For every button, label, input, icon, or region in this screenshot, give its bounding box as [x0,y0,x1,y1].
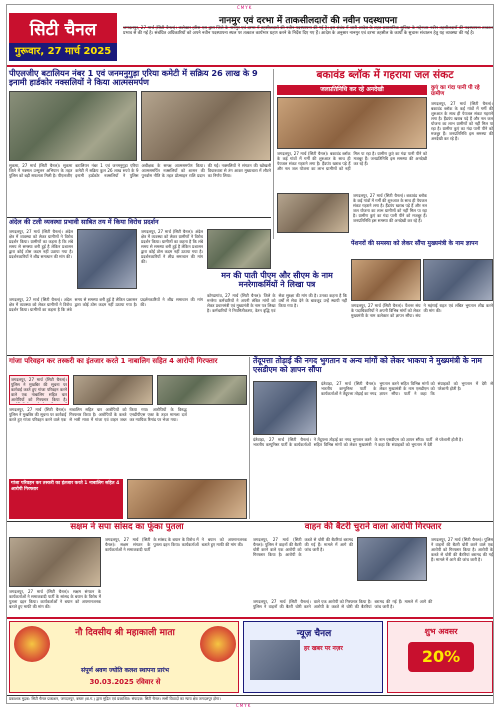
masthead [7,11,494,63]
story3-body-3: जगदलपुर, 27 मार्च (सिटी चैनल)। अंदेल क्षेत्र में व्यवस्था को लेकर ग्रामीणों ने विरोध प्रदर्शन किया। ग्रामीणों का कहना है कि लंबे समय से समस्या बनी हुई है लेकिन प्रशासन द्वारा कोई ठोस कदम नहीं उठाया गया है। प्रदर्शनकारियों ने शीघ्र समाधान की मांग की। [9,297,203,312]
ad-offer [387,621,493,693]
story5-photo-2 [423,259,493,301]
story1-body: सुकमा, 27 मार्च (सिटी चैनल)। सुकमा जिले में नक्सल उन्मूलन अभियान के तहत पुलिस को बड़ी सफलता मिली है। पीएलजीए बटालियन नंबर 1 एवं जनमनुगुड़ा एरिया कमेटी में सक्रिय कुल 26 लाख रुपये के 9 इनामी हार्डकोर नक्सलियों ने पुलिस अधीक्षक के समक्ष आत्मसमर्पण किया। आत्मसमर्पित नक्सलियों को शासन की पुनर्वास नीति के तहत प्रोत्साहन राशि प्रदान की गई। नक्सलियों ने संगठन की खोखली विचारधारा से तंग आकर मुख्यधारा में लौटने का निर्णय लिया। [9,163,271,178]
story1-photo-1 [9,91,137,161]
ad-news-sub: हर खबर पर नज़र [304,645,343,652]
story6-photo-3 [127,479,247,519]
story2-subhead: जलप्रतिनिधि कर रहे अनदेखी [277,85,427,95]
ad-mahakali [9,621,239,693]
story4-body: कोण्डागांव, 27 मार्च (सिटी चैनल)। जिले के मनरेगा कर्मचारियों ने अपनी लंबित मांगों को लेकर प्रधानमंत्री एवं मुख्यमंत्री के नाम पत्र लिखा है। कर्मचारियों ने नियमितीकरण, वेतन वृद्धि एवं सेवा सुरक्षा की मांग की है। उनका कहना है कि वर्षों से सेवा देने के बावजूद उन्हें स्थायी नहीं किया गया है। [207,293,347,313]
story6-photo [73,375,153,405]
issue-date: गुरूवार, 27 मार्च 2025 [9,43,117,61]
ad-news-channel [243,621,383,693]
story2-side-headline: कुएं का गंदा पानी पी रहे ग्रामीण [431,85,480,98]
story6-headline: गांजा परिवहन कर तस्करी का इंतजार करते 1 नाबालिग सहित 4 आरोपी गिरफ्तार [9,357,218,365]
story3-body: जगदलपुर, 27 मार्च (सिटी चैनल)। अंदेल क्षेत्र में व्यवस्था को लेकर ग्रामीणों ने विरोध प्रदर्शन किया। ग्रामीणों का कहना है कि लंबे समय से समस्या बनी हुई है लेकिन प्रशासन द्वारा कोई ठोस कदम नहीं उठाया गया है। प्रदर्शनकारियों ने शीघ्र समाधान की मांग की। [9,229,73,259]
story9-photo [357,537,427,581]
story9-body-3: जगदलपुर, 27 मार्च (सिटी चैनल)। पुलिस ने वाहनों की बैटरी चोरी करने वाले एक आरोपी को गिरफ्तार किया है। आरोपी के कब्जे से चोरी की बैटरियां बरामद की गई हैं। मामले में आगे की जांच जारी है। [253,599,433,609]
story8-body: जगदलपुर, 27 मार्च (सिटी चैनल)। सक्षम संगठन के कार्यकर्ताओं ने समाजवादी पार्टी के सांसद के बयान के विरोध में पुतला दहन किया। कार्यकर्ताओं ने बयान को अपमानजनक बताते हुए माफी की मांग की। [105,537,247,552]
ad-mahakali-date: 30.03.2025 रविवार से [89,678,161,686]
story2-headline: बकावंड ब्लॉक में गहराया जल संकट [316,69,454,81]
masthead-body: जगदलपुर, 27 मार्च (सिटी चैनल)। कलेक्टर हरिस एस द्वारा जिले के नानमुर एवं दरभा में तहसीलदारों की नवीन पदस्थापना की गई है। इस संबंध में जारी आदेश के तहत प्रशासनिक सुविधा के मद्देनजर नवीन तहसीलदारों की पदस्थापना तत्काल प्रभाव से की गई है। संबंधित अधिकारियों को अपने नवीन पदस्थापना स्थल पर तत्काल कार्यभार ग्रहण करने के निर्देश दिए गए हैं। आदेश के अनुसार नानमुर एवं दरभा तहसील के कार्यों के सुचारू संचालन हेतु यह व्यवस्था की गई है। [123,26,493,37]
story7-headline: तेंदूपत्ता तोड़ाई की नगद भुगतान व अन्य मांगों को लेकर भाकपा ने मुख्यमंत्री के नाम एसडीएम को ज्ञापन सौंपा [253,356,482,374]
story8-photo [9,537,101,587]
story9-body-2: जगदलपुर, 27 मार्च (सिटी चैनल)। पुलिस ने वाहनों की बैटरी चोरी करने वाले एक आरोपी को गिरफ्तार किया है। आरोपी के कब्जे से चोरी की बैटरियां बरामद की गई हैं। मामले में आगे की जांच जारी है। [431,537,493,562]
story1-photo-2 [141,91,271,161]
ad-news-title: न्यूज़ चैनल [296,629,332,639]
story3-photo-2 [207,229,271,269]
story4-headline: मन की पाती पीएम और सीएम के नाम मनरेगाकर्मियों ने लिखा पत्र [221,271,333,290]
story2-photo-2 [277,193,349,233]
story8-body-2: जगदलपुर, 27 मार्च (सिटी चैनल)। सक्षम संगठन के कार्यकर्ताओं ने समाजवादी पार्टी के सांसद के बयान के विरोध में पुतला दहन किया। कार्यकर्ताओं ने बयान को अपमानजनक बताते हुए माफी की मांग की। [9,589,101,609]
divider [7,617,494,619]
story5-photo [351,259,421,301]
divider [7,65,494,67]
story6-body: जगदलपुर, 27 मार्च (सिटी चैनल)। पुलिस ने मुखबिर की सूचना पर कार्रवाई करते हुए गांजा परिवहन करने वाले एक नाबालिग सहित चार आरोपियों को गिरफ्तार किया है। आरोपियों के कब्जे से भारी मात्रा में गांजा एवं वाहन जब्त किया गया। आरोपियों के विरुद्ध एनडीपीएस एक्ट के तहत मामला दर्ज कर न्यायिक रिमांड पर भेजा गया। [9,407,187,422]
story2-photo [277,97,427,149]
ad-mahakali-sub: संपूर्ण श्रवण ज्योति कलश स्थापना प्रारंभ [81,667,169,674]
cmyk-mark-top: CMYK [237,5,253,10]
story8-headline: सक्षम ने सपा सांसद का फूंका पुतला [70,522,184,532]
column-rule [273,69,274,239]
story6-photo-2 [157,375,247,405]
story2-body-2: जगदलपुर, 27 मार्च (सिटी चैनल)। बकावंड ब्लॉक के कई गांवों में गर्मी की शुरुआत के साथ ही पेयजल संकट गहराने लगा है। हैंडपंप खराब पड़े हैं और नल जल योजना का लाभ ग्रामीणों को नहीं मिल पा रहा है। ग्रामीण कुएं का गंदा पानी पीने को मजबूर हैं। जनप्रतिनिधि इस समस्या की अनदेखी कर रहे हैं। [277,151,427,171]
cmyk-mark-bottom: CMYK [236,703,252,708]
story6-side-box: गांजा परिवहन कर तस्करी का इंतजार करते 1 नाबालिग सहित 4 आरोपी गिरफ्तार [9,479,123,519]
story9-body: जगदलपुर, 27 मार्च (सिटी चैनल)। पुलिस ने वाहनों की बैटरी चोरी करने वाले एक आरोपी को गिरफ्तार किया है। आरोपी के कब्जे से चोरी की बैटरियां बरामद की गई हैं। मामले में आगे की जांच जारी है। [253,537,353,557]
masthead-headline: नानमुर एवं दरभा में ताकसीलदारों की नवीन पदस्थापना [123,13,493,28]
ad-offer-title: शुभ अवसर [424,627,458,636]
story9-headline: वाहन की बैटरी चुराने वाला आरोपी गिरफ्तार [304,522,442,532]
ad-offer-badge: 20% [408,642,474,672]
newspaper-page [6,4,494,704]
story7-photo [253,381,317,435]
story3-headline: अंदेल की टली व्यवस्था प्रभावी साबित तय में किया विरोध प्रदर्शन [9,218,159,226]
story2-body: जगदलपुर, 27 मार्च (सिटी चैनल)। बकावंड ब्लॉक के कई गांवों में गर्मी की शुरुआत के साथ ही पेयजल संकट गहराने लगा है। हैंडपंप खराब पड़े हैं और नल जल योजना का लाभ ग्रामीणों को नहीं मिल पा रहा है। ग्रामीण कुएं का गंदा पानी पीने को मजबूर हैं। जनप्रतिनिधि इस समस्या की अनदेखी कर रहे हैं। [431,101,493,141]
story6-callout-text: जगदलपुर, 27 मार्च (सिटी चैनल)। पुलिस ने मुखबिर की सूचना पर कार्रवाई करते हुए गांजा परिवहन करने वाले एक नाबालिग सहित चार आरोपियों को गिरफ्तार किया है। [11,377,67,402]
story7-body-2: दंतेवाड़ा, 27 मार्च (सिटी चैनल)। भारतीय कम्युनिस्ट पार्टी के कार्यकर्ताओं ने तेंदूपत्ता तोड़ाई का नगद भुगतान करने सहित विभिन्न मांगों को लेकर मुख्यमंत्री के नाम एसडीएम को ज्ञापन सौंपा। पार्टी ने कहा कि संग्राहकों को भुगतान में देरी से परेशानी होती है। [253,437,463,447]
column-rule [249,357,250,519]
story7-body: दंतेवाड़ा, 27 मार्च (सिटी चैनल)। भारतीय कम्युनिस्ट पार्टी के कार्यकर्ताओं ने तेंदूपत्ता तोड़ाई का नगद भुगतान करने सहित विभिन्न मांगों को लेकर मुख्यमंत्री के नाम एसडीएम को ज्ञापन सौंपा। पार्टी ने कहा कि संग्राहकों को भुगतान में देरी से परेशानी होती है। [321,381,493,396]
logo [9,13,117,61]
footer-imprint: प्रकाशक मुद्रक: सिटी चैनल प्रकाशन, जगदलपुर, बस्तर (छ.ग.) द्वारा मुद्रित एवं प्रकाशित। संपादक: सिटी चैनल। सभी विवादों का न्याय क्षेत्र जगदलपुर होगा। [7,695,494,704]
story1-headline: पीएलजीए बटालियन नंबर 1 एवं जनमनुगुड़ा एरिया कमेटी में सक्रिय 26 लाख के 9 इनामी हार्डकोर नक्सलियों ने किया आत्मसमर्पण [9,68,258,88]
ad-news-photo [250,640,300,680]
paper-name: सिटी चैनल [29,20,97,40]
ad-mahakali-title: नौ दिवसीय श्री महाकाली माता [75,628,175,638]
story5-body: जगदलपुर, 27 मार्च (सिटी चैनल)। पेंशनर संघ के पदाधिकारियों ने अपनी विभिन्न मांगों को लेकर मुख्यमंत्री के नाम कलेक्टर को ज्ञापन सौंपा। संघ ने महंगाई राहत एवं लंबित भुगतान शीघ्र करने की मांग की। [351,303,493,318]
deity-image [14,626,50,662]
story3-body-2: जगदलपुर, 27 मार्च (सिटी चैनल)। अंदेल क्षेत्र में व्यवस्था को लेकर ग्रामीणों ने विरोध प्रदर्शन किया। ग्रामीणों का कहना है कि लंबे समय से समस्या बनी हुई है लेकिन प्रशासन द्वारा कोई ठोस कदम नहीं उठाया गया है। प्रदर्शनकारियों ने शीघ्र समाधान की मांग की। [141,229,203,264]
story5-headline: पेंशनरों की समस्या को लेकर सौंपा मुख्यमंत्री के नाम ज्ञापन [351,240,478,247]
deity-image-2 [200,626,236,662]
story2-body-3: जगदलपुर, 27 मार्च (सिटी चैनल)। बकावंड ब्लॉक के कई गांवों में गर्मी की शुरुआत के साथ ही पेयजल संकट गहराने लगा है। हैंडपंप खराब पड़े हैं और नल जल योजना का लाभ ग्रामीणों को नहीं मिल पा रहा है। ग्रामीण कुएं का गंदा पानी पीने को मजबूर हैं। जनप्रतिनिधि इस समस्या की अनदेखी कर रहे हैं। [353,193,427,223]
story3-photo [77,229,137,289]
